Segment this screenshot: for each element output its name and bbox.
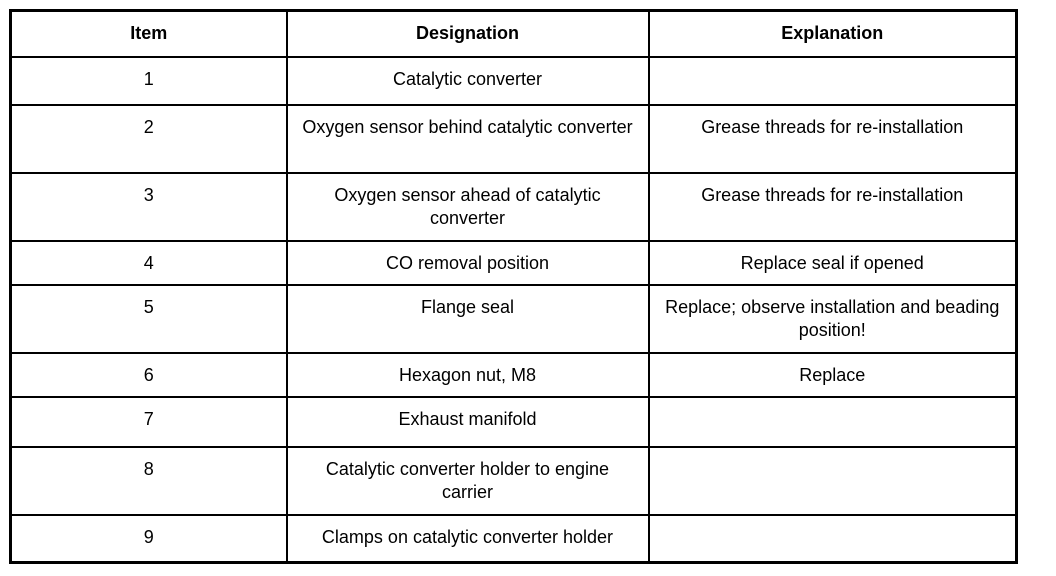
designation-cell: Clamps on catalytic converter holder <box>287 515 649 563</box>
designation-cell: Hexagon nut, M8 <box>287 353 649 397</box>
explanation-cell: Grease threads for re-installation <box>649 105 1017 173</box>
item-cell: 3 <box>11 173 287 241</box>
designation-cell: Oxygen sensor behind catalytic converter <box>287 105 649 173</box>
item-cell: 1 <box>11 57 287 105</box>
item-cell: 2 <box>11 105 287 173</box>
table-row <box>11 241 1017 285</box>
explanation-cell: Replace; observe installation and beading position! <box>649 285 1017 353</box>
item-cell: 7 <box>11 397 287 447</box>
table-row <box>11 105 1017 173</box>
table-row <box>11 57 1017 105</box>
explanation-cell <box>649 515 1017 563</box>
table-row <box>11 397 1017 447</box>
designation-cell: Catalytic converter holder to engine carrier <box>287 447 649 515</box>
explanation-cell: Replace <box>649 353 1017 397</box>
item-cell: 5 <box>11 285 287 353</box>
explanation-cell <box>649 447 1017 515</box>
item-cell: 6 <box>11 353 287 397</box>
table-row <box>11 447 1017 515</box>
item-cell: 8 <box>11 447 287 515</box>
header-item: Item <box>11 11 287 57</box>
item-cell: 4 <box>11 241 287 285</box>
designation-cell: Catalytic converter <box>287 57 649 105</box>
explanation-cell: Grease threads for re-installation <box>649 173 1017 241</box>
table-row <box>11 515 1017 563</box>
table-header <box>11 11 1017 57</box>
designation-cell: Oxygen sensor ahead of catalytic converter <box>287 173 649 241</box>
table-row <box>11 353 1017 397</box>
designation-cell: CO removal position <box>287 241 649 285</box>
header-explanation: Explanation <box>649 11 1017 57</box>
explanation-cell <box>649 57 1017 105</box>
table-row <box>11 173 1017 241</box>
item-cell: 9 <box>11 515 287 563</box>
header-designation: Designation <box>287 11 649 57</box>
explanation-cell: Replace seal if opened <box>649 241 1017 285</box>
designation-cell: Exhaust manifold <box>287 397 649 447</box>
explanation-cell <box>649 397 1017 447</box>
header-row <box>11 11 1017 57</box>
parts-table <box>9 9 1018 564</box>
designation-cell: Flange seal <box>287 285 649 353</box>
table-row <box>11 285 1017 353</box>
table-body <box>11 57 1017 563</box>
